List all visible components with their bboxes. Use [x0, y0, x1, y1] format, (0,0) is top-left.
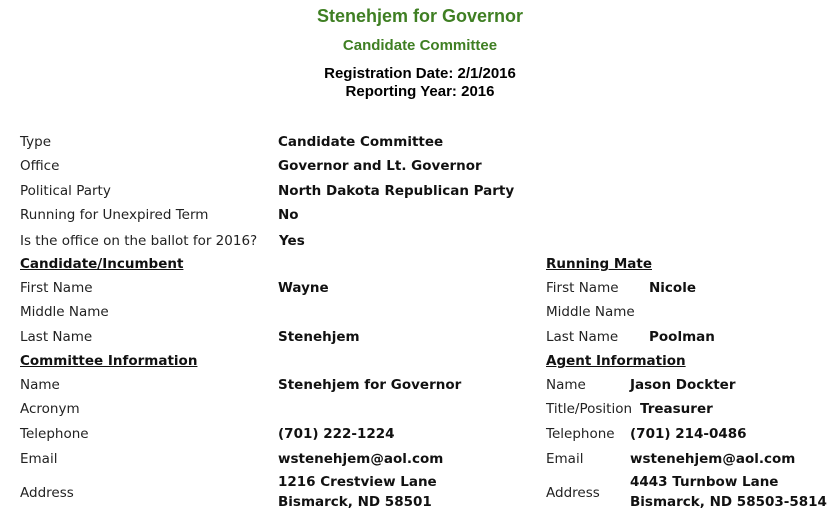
agent-name-label: Name [546, 377, 586, 393]
agent-email-value: wstenehjem@aol.com [630, 451, 796, 467]
committee-address-line2: Bismarck, ND 58501 [278, 494, 432, 510]
ballot-label: Is the office on the ballot for 2016? [20, 233, 258, 249]
candidate-middle-name-label: Middle Name [20, 304, 109, 320]
agent-title-label: Title/Position [546, 401, 633, 417]
agent-name-value: Jason Dockter [630, 377, 736, 393]
unexpired-term-value: No [278, 207, 299, 223]
candidate-first-name-label: First Name [20, 280, 93, 296]
running-mate-heading: Running Mate [546, 256, 652, 272]
dates-block [0, 65, 840, 101]
reporting-year: Reporting Year: 2016 [345, 83, 495, 100]
type-label: Type [20, 134, 52, 150]
agent-phone-value: (701) 214-0486 [630, 426, 747, 442]
committee-address [278, 472, 437, 512]
agent-info-heading: Agent Information [546, 353, 686, 369]
candidate-last-name-value: Stenehjem [278, 329, 360, 345]
mate-last-name-label: Last Name [546, 329, 619, 345]
committee-email-label: Email [20, 451, 58, 467]
acronym-label: Acronym [20, 401, 80, 417]
mate-middle-name-label: Middle Name [546, 304, 635, 320]
party-value: North Dakota Republican Party [278, 183, 515, 199]
mate-last-name-value: Poolman [649, 329, 715, 345]
committee-name-value: Stenehjem for Governor [278, 377, 462, 393]
committee-phone-label: Telephone [20, 426, 89, 442]
committee-address-label: Address [20, 485, 74, 501]
candidate-last-name-label: Last Name [20, 329, 93, 345]
committee-email-value: wstenehjem@aol.com [278, 451, 444, 467]
ballot-value: Yes [279, 233, 305, 249]
committee-address-line1: 1216 Crestview Lane [278, 474, 437, 490]
agent-address [630, 472, 827, 512]
registration-date: Registration Date: 2/1/2016 [324, 65, 516, 82]
office-value: Governor and Lt. Governor [278, 158, 482, 174]
candidate-first-name-value: Wayne [278, 280, 329, 296]
candidate-heading: Candidate/Incumbent [20, 256, 184, 272]
committee-phone-value: (701) 222-1224 [278, 426, 395, 442]
agent-title-value: Treasurer [640, 401, 713, 417]
mate-first-name-label: First Name [546, 280, 619, 296]
committee-type-subtitle: Candidate Committee [342, 37, 498, 54]
type-value: Candidate Committee [278, 134, 444, 150]
agent-address-line1: 4443 Turnbow Lane [630, 474, 779, 490]
agent-address-label: Address [546, 485, 600, 501]
agent-address-line2: Bismarck, ND 58503-5814 [630, 494, 827, 510]
committee-title: Stenehjem for Governor [316, 6, 524, 26]
office-label: Office [20, 158, 60, 174]
committee-info-heading: Committee Information [20, 353, 198, 369]
mate-first-name-value: Nicole [649, 280, 696, 296]
unexpired-term-label: Running for Unexpired Term [20, 207, 209, 223]
party-label: Political Party [20, 183, 111, 199]
agent-phone-label: Telephone [546, 426, 615, 442]
agent-email-label: Email [546, 451, 584, 467]
committee-name-label: Name [20, 377, 60, 393]
